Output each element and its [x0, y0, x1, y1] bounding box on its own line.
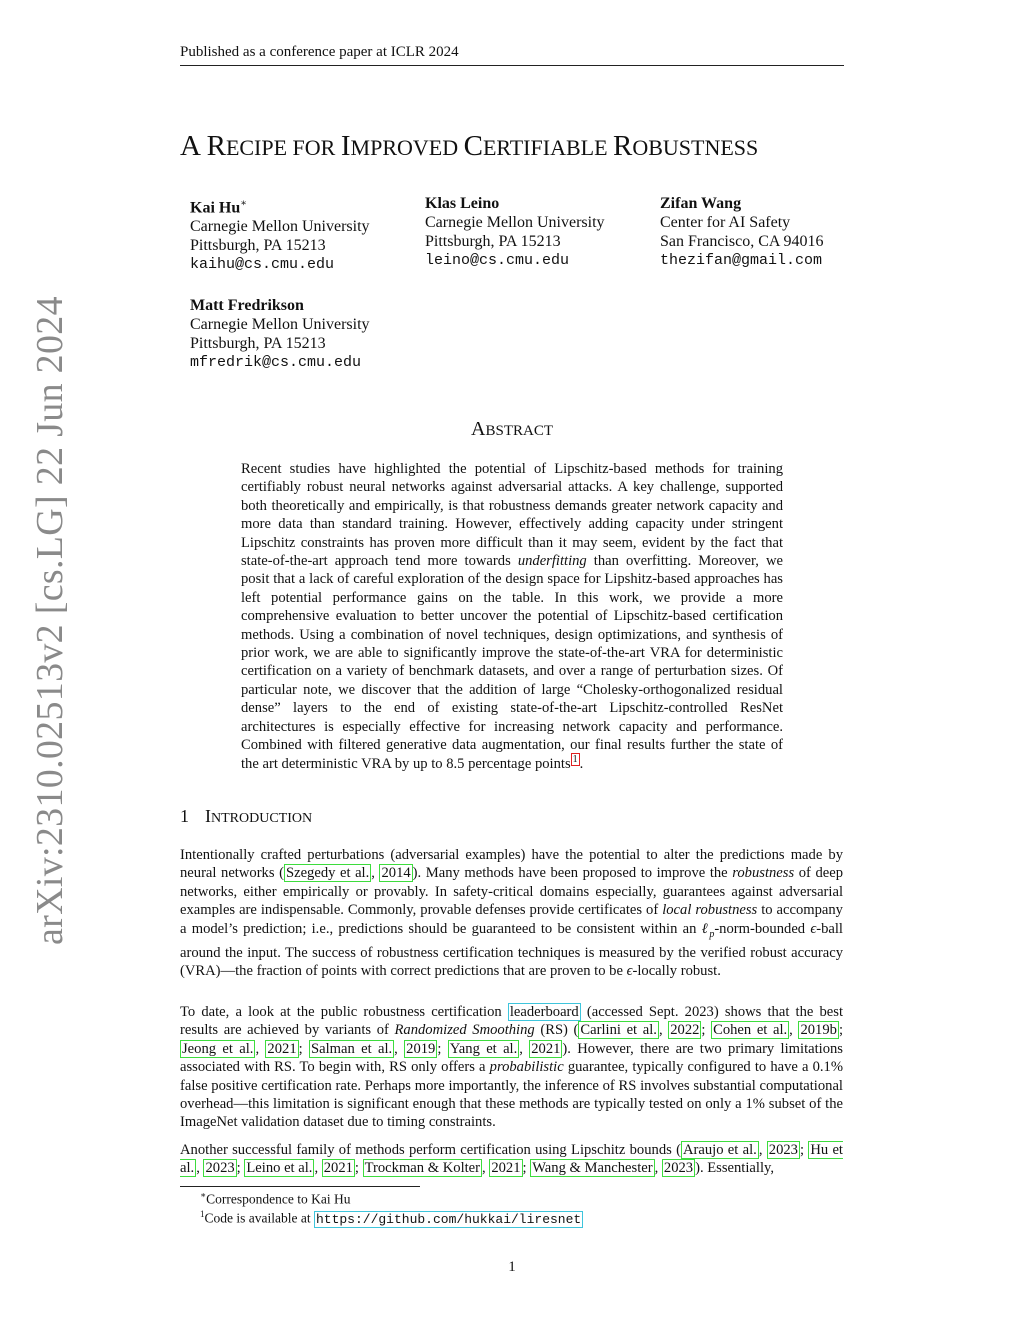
- author-block: [660, 194, 824, 270]
- author-mark: ∗: [240, 198, 248, 209]
- citation-link[interactable]: Araujo et al.: [682, 1142, 757, 1158]
- citation-link[interactable]: Jeong et al.: [182, 1040, 254, 1057]
- citation-link[interactable]: 2023: [768, 1142, 798, 1158]
- citation-link[interactable]: Hu et al.: [180, 1142, 843, 1177]
- author-email[interactable]: thezifan@gmail.com: [660, 252, 823, 269]
- citation-link[interactable]: 2014: [381, 865, 411, 882]
- citation-link[interactable]: 2021: [491, 1160, 521, 1177]
- footnote: $^1$Code is available at https://github.com/hukkai/liresnet: [200, 1209, 582, 1227]
- citation-link[interactable]: Leino et al.: [246, 1160, 313, 1177]
- citation-link[interactable]: 2021: [531, 1040, 561, 1057]
- section-heading: 1 INTRODUCTION: [180, 806, 313, 826]
- citation-link[interactable]: 2019b: [800, 1022, 837, 1039]
- author-address: San Francisco, CA 94016: [660, 233, 824, 250]
- intro-paragraph: Intentionally crafted perturbations (adversarial examples) have the potential to alter the predictions made by neural networks ( Szegedy et al. , 2014 ). Many methods have been proposed to improve the robustness of deep networks, either empirically or provably. In safety-critical domains especially, guarantees against adversarial examples are indispensable. Commonly, provable defenses provide certificates of local robustness to accompany a model’s prediction; i.e., predictions should be guaranteed to be consistent within an ℓ$_p$-norm-bounded ϵ-ball around the input. The success of robustness certification techniques is measured by the verified robust accuracy (VRA)—the fraction of points with correct predictions that are proven to be ϵ-locally robust.: [180, 847, 843, 980]
- citation-link[interactable]: Carlini et al.: [580, 1022, 657, 1039]
- author-email[interactable]: leino@cs.cmu.edu: [425, 252, 570, 269]
- citation-link[interactable]: 2023: [205, 1160, 235, 1177]
- page-number: 1: [508, 1259, 516, 1275]
- author-email[interactable]: kaihu@cs.cmu.edu: [190, 256, 335, 274]
- author-name: Kai Hu: [190, 199, 241, 217]
- leaderboard-link[interactable]: leaderboard: [509, 1004, 579, 1020]
- paper-title: A RECIPE FOR IMPROVED CERTIFIABLE ROBUSTNESS: [180, 130, 759, 162]
- author-affiliation: Carnegie Mellon University: [190, 316, 370, 333]
- author-name: Klas Leino: [425, 195, 500, 212]
- citation-link[interactable]: 2021: [267, 1040, 297, 1057]
- author-affiliation: Carnegie Mellon University: [425, 214, 605, 231]
- footnote-rule: [180, 1186, 420, 1187]
- citation-link[interactable]: 2022: [670, 1022, 700, 1039]
- author-affiliation: Center for AI Safety: [660, 214, 791, 231]
- citation-link[interactable]: 2021: [323, 1160, 353, 1177]
- author-address: Pittsburgh, PA 15213: [190, 335, 326, 352]
- author-address: Pittsburgh, PA 15213: [425, 233, 561, 250]
- citation-link[interactable]: Cohen et al.: [713, 1022, 788, 1039]
- author-name: Zifan Wang: [660, 195, 742, 212]
- footnote: ∗Correspondence to Kai Hu: [200, 1190, 351, 1207]
- author-affiliation: Carnegie Mellon University: [190, 218, 370, 236]
- abstract-text: Recent studies have highlighted the potential of Lipschitz-based methods for training certifiably robust neural networks against adversarial attacks. A key challenge, supported both theoretically and empirically, is that robustness demands greater network capacity and more data than standard training. However, effectively adding capacity under stringent Lipschitz constraints has proven more difficult than it may seem, evident by the fact that state-of-the-art approach tend more towards underfitting than overfitting. Moreover, we posit that a lack of careful exploration of the design space for Lipshitz-based approaches has left potential performance gains on the table. In this work, we provide a more comprehensive evaluation to better uncover the potential of Lipschitz-based certification methods. Using a combination of novel techniques, design optimizations, and synthesis of prior work, we are able to significantly improve the state-of-the-art VRA for deterministic certification on a variety of benchmark datasets, and over a range of perturbation sizes. Of particular note, we discover that the addition of large “Cholesky-orthogonalized residual dense” layers to the end of existing state-of-the-art Lipschitz-controlled ResNet architectures is especially effective for increasing network capacity and performance. Combined with filtered generative data augmentation, our final results further the state of the art deterministic VRA by up to 8.5 percentage points $^1$ .: [241, 461, 783, 772]
- citation-link[interactable]: Wang & Manchester: [532, 1160, 653, 1177]
- citation-link[interactable]: Szegedy et al.: [285, 865, 370, 882]
- author-block: [190, 296, 370, 372]
- citation-link[interactable]: Yang et al.: [449, 1040, 518, 1057]
- author-block: [190, 194, 370, 274]
- arxiv-stamp[interactable]: arXiv:2310.02513v2 [cs.LG] 22 Jun 2024: [29, 296, 71, 945]
- author-address: Pittsburgh, PA 15213: [190, 237, 326, 255]
- running-header: Published as a conference paper at ICLR 2024: [180, 44, 844, 66]
- abstract-heading: ABSTRACT: [471, 418, 553, 440]
- author-name: Matt Fredrikson: [190, 297, 304, 314]
- citation-link[interactable]: Salman et al.: [311, 1040, 393, 1057]
- author-email[interactable]: mfredrik@cs.cmu.edu: [190, 354, 362, 371]
- footnote-ref[interactable]: 1: [572, 753, 578, 765]
- author-block: [425, 194, 605, 270]
- citation-link[interactable]: 2023: [663, 1160, 694, 1177]
- citation-link[interactable]: Trockman & Kolter: [364, 1160, 481, 1177]
- citation-link[interactable]: 2019: [406, 1040, 436, 1057]
- intro-paragraph: Another successful family of methods perform certification using Lipschitz bounds ( Araujo et al. , 2023 ; Hu et al. , 2023 ; Leino et al. , 2021 ; Trockman & Kolter , 2021 ; Wang & Manchester , 2023 ). Essentially,: [180, 1142, 843, 1177]
- code-url-link[interactable]: https://github.com/hukkai/liresnet: [315, 1211, 582, 1227]
- intro-paragraph: To date, a look at the public robustness certification leaderboard (accessed Sept. 2023) shows that the best results are achieved by variants of Randomized Smoothing (RS) ( Carlini et al. , 2022 ; Cohen et al. , 2019b ; Jeong et al. , 2021 ; Salman et al. , 2019 ; Yang et al. , 2021 ). However, there are two primary limitations associated with RS. To begin with, RS only offers a probabilistic guarantee, typically configured to have a 0.1% false positive certification rate. Perhaps more importantly, the inference of RS involves substantial computational overhead—this limitation is significant enough that these methods are typically tested on only a 1% subset of the ImageNet validation dataset due to timing constraints.: [180, 1004, 843, 1131]
